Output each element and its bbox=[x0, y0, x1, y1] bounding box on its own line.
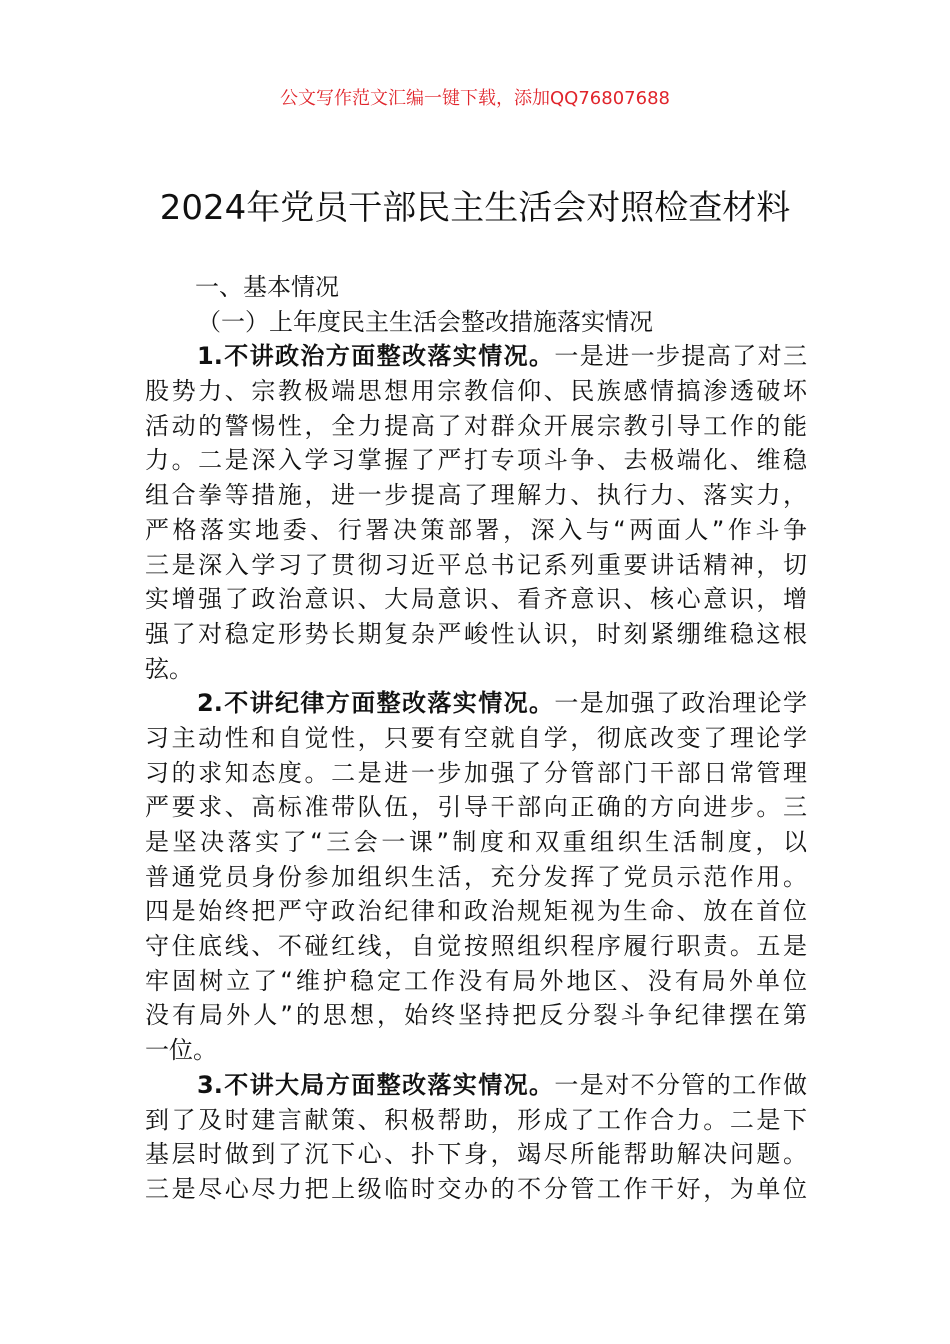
text-line: 一位。 bbox=[145, 1036, 217, 1065]
text-line: 组合拳等措施，进一步提高了理解力、执行力、落实力， bbox=[145, 481, 807, 510]
paragraph-text: 一是对不分管的工作做 bbox=[554, 1070, 807, 1099]
text-line: 没有局外人”的思想，始终坚持把反分裂斗争纪律摆在第 bbox=[145, 1001, 807, 1030]
text-line: 弦。 bbox=[145, 654, 193, 683]
text-line: 牢固树立了“维护稳定工作没有局外地区、没有局外单位 bbox=[145, 966, 807, 995]
text-line: 普通党员身份参加组织生活，充分发挥了党员示范作用。 bbox=[145, 862, 807, 891]
text-line: 活动的警惕性，全力提高了对群众开展宗教引导工作的能 bbox=[145, 411, 807, 440]
text-line: 四是始终把严守政治纪律和政治规矩视为生命、放在首位 bbox=[145, 897, 807, 926]
paragraph-heading: 3.不讲大局方面整改落实情况。 bbox=[197, 1070, 555, 1099]
paragraph bbox=[145, 686, 807, 1068]
paragraph-text: 一是加强了政治理论学 bbox=[554, 689, 807, 718]
text-line: 三是深入学习了贯彻习近平总书记系列重要讲话精神，切 bbox=[145, 550, 807, 579]
document-body bbox=[145, 270, 807, 1207]
text-line bbox=[145, 1068, 807, 1103]
watermark-banner: 公文写作范文汇编一键下载，添加QQ76807688 bbox=[280, 88, 670, 109]
text-line bbox=[145, 686, 807, 721]
text-line: 严格落实地委、行署决策部署，深入与“两面人”作斗争 bbox=[145, 515, 807, 544]
paragraph bbox=[145, 1068, 807, 1207]
text-line: 守住底线、不碰红线，自觉按照组织程序履行职责。五是 bbox=[145, 932, 807, 961]
text-line: 力。二是深入学习掌握了严打专项斗争、去极端化、维稳 bbox=[145, 446, 807, 475]
text-line: 习主动性和自觉性，只要有空就自学，彻底改变了理论学 bbox=[145, 723, 807, 752]
subsection-heading: （一）上年度民主生活会整改措施落实情况 bbox=[197, 307, 653, 336]
text-line: 习的求知态度。二是进一步加强了分管部门干部日常管理 bbox=[145, 758, 807, 787]
text-line: 基层时做到了沉下心、扑下身，竭尽所能帮助解决问题。 bbox=[145, 1140, 807, 1169]
paragraph-heading: 1.不讲政治方面整改落实情况。 bbox=[197, 342, 555, 371]
paragraph bbox=[145, 339, 807, 686]
text-line: 三是尽心尽力把上级临时交办的不分管工作干好，为单位 bbox=[145, 1174, 807, 1203]
text-line: 强了对稳定形势长期复杂严峻性认识，时刻紧绷维稳这根 bbox=[145, 619, 807, 648]
paragraphs bbox=[145, 339, 807, 1206]
section-heading: 一、基本情况 bbox=[195, 273, 339, 301]
document-title: 2024年党员干部民主生活会对照检查材料 bbox=[159, 188, 791, 228]
text-line: 到了及时建言献策、积极帮助，形成了工作合力。二是下 bbox=[145, 1105, 807, 1134]
text-line: 实增强了政治意识、大局意识、看齐意识、核心意识，增 bbox=[145, 585, 807, 614]
paragraph-text: 一是进一步提高了对三 bbox=[554, 342, 807, 371]
text-line: 股势力、宗教极端思想用宗教信仰、民族感情搞渗透破坏 bbox=[145, 377, 807, 406]
text-line: 是坚决落实了“三会一课”制度和双重组织生活制度，以 bbox=[145, 828, 807, 856]
text-line: 严要求、高标准带队伍，引导干部向正确的方向进步。三 bbox=[145, 793, 807, 822]
text-line bbox=[145, 339, 807, 374]
paragraph-heading: 2.不讲纪律方面整改落实情况。 bbox=[197, 689, 555, 718]
